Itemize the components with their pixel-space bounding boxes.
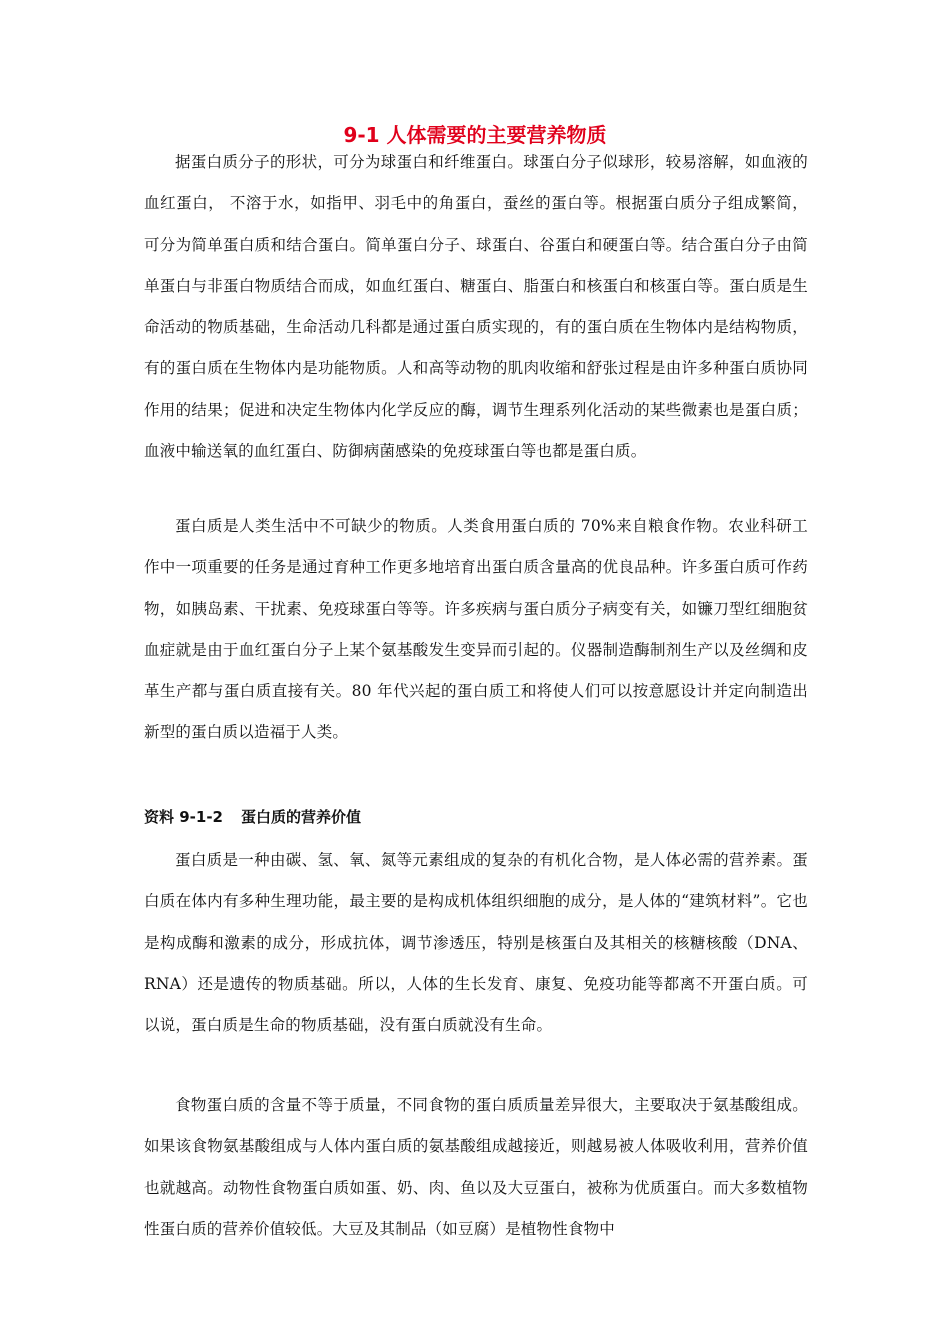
section-number: 资料 9-1-2	[144, 808, 223, 826]
intro-paragraph-1: 据蛋白质分子的形状，可分为球蛋白和纤维蛋白。球蛋白分子似球形，较易溶解，如血液的血红蛋白， 不溶于水，如指甲、羽毛中的角蛋白，蚕丝的蛋白等。根据蛋白质分子组成繁简，可分为简单蛋白质和结合蛋白。简单蛋白分子、球蛋白、谷蛋白和硬蛋白等。结合蛋白分子由简单蛋白与非蛋白物质结合而成，如血红蛋白、糖蛋白、脂蛋白和核蛋白和核蛋白等。蛋白质是生命活动的物质基础，生命活动几科都是通过蛋白质实现的，有的蛋白质在生物体内是结构物质，有的蛋白质在生物体内是功能物质。人和高等动物的肌肉收缩和舒张过程是由许多种蛋白质协同作用的结果；促进和决定生物体内化学反应的酶，调节生理系列化活动的某些微素也是蛋白质；血液中输送氧的血红蛋白、防御病菌感染的免疫球蛋白等也都是蛋白质。	[144, 153, 808, 461]
section-title: 蛋白质的营养价值	[241, 808, 362, 826]
section-paragraph-2: 食物蛋白质的含量不等于质量，不同食物的蛋白质质量差异很大，主要取决于氨基酸组成。如果该食物氨基酸组成与人体内蛋白质的氨基酸组成越接近，则越易被人体吸收利用，营养价值也就越高。动物性食物蛋白质如蛋、奶、肉、鱼以及大豆蛋白，被称为优质蛋白。而大多数植物性蛋白质的营养价值较低。大豆及其制品（如豆腐）是植物性食物中	[144, 1096, 808, 1238]
section-heading	[144, 806, 361, 828]
section-paragraph-1: 蛋白质是一种由碳、氢、氧、氮等元素组成的复杂的有机化合物，是人体必需的营养素。蛋白质在体内有多种生理功能，最主要的是构成机体组织细胞的成分，是人体的“建筑材料”。它也是构成酶和激素的成分，形成抗体，调节渗透压，特别是核蛋白及其相关的核糖核酸（DNA、RNA）还是遗传的物质基础。所以，人体的生长发育、康复、免疫功能等都离不开蛋白质。可以说，蛋白质是生命的物质基础，没有蛋白质就没有生命。	[144, 851, 808, 1035]
document-title: 9-1 人体需要的主要营养物质	[343, 123, 607, 147]
intro-paragraph-2: 蛋白质是人类生活中不可缺少的物质。人类食用蛋白质的 70%来自粮食作物。农业科研工作中一项重要的任务是通过育种工作更多地培育出蛋白质含量高的优良品种。许多蛋白质可作药物，如胰岛素、干扰素、免疫球蛋白等等。许多疾病与蛋白质分子病变有关，如镰刀型红细胞贫血症就是由于血红蛋白分子上某个氨基酸发生变异而引起的。仪器制造酶制剂生产以及丝绸和皮革生产都与蛋白质直接有关。80 年代兴起的蛋白质工和将使人们可以按意愿设计并定向制造出新型的蛋白质以造福于人类。	[144, 517, 808, 742]
